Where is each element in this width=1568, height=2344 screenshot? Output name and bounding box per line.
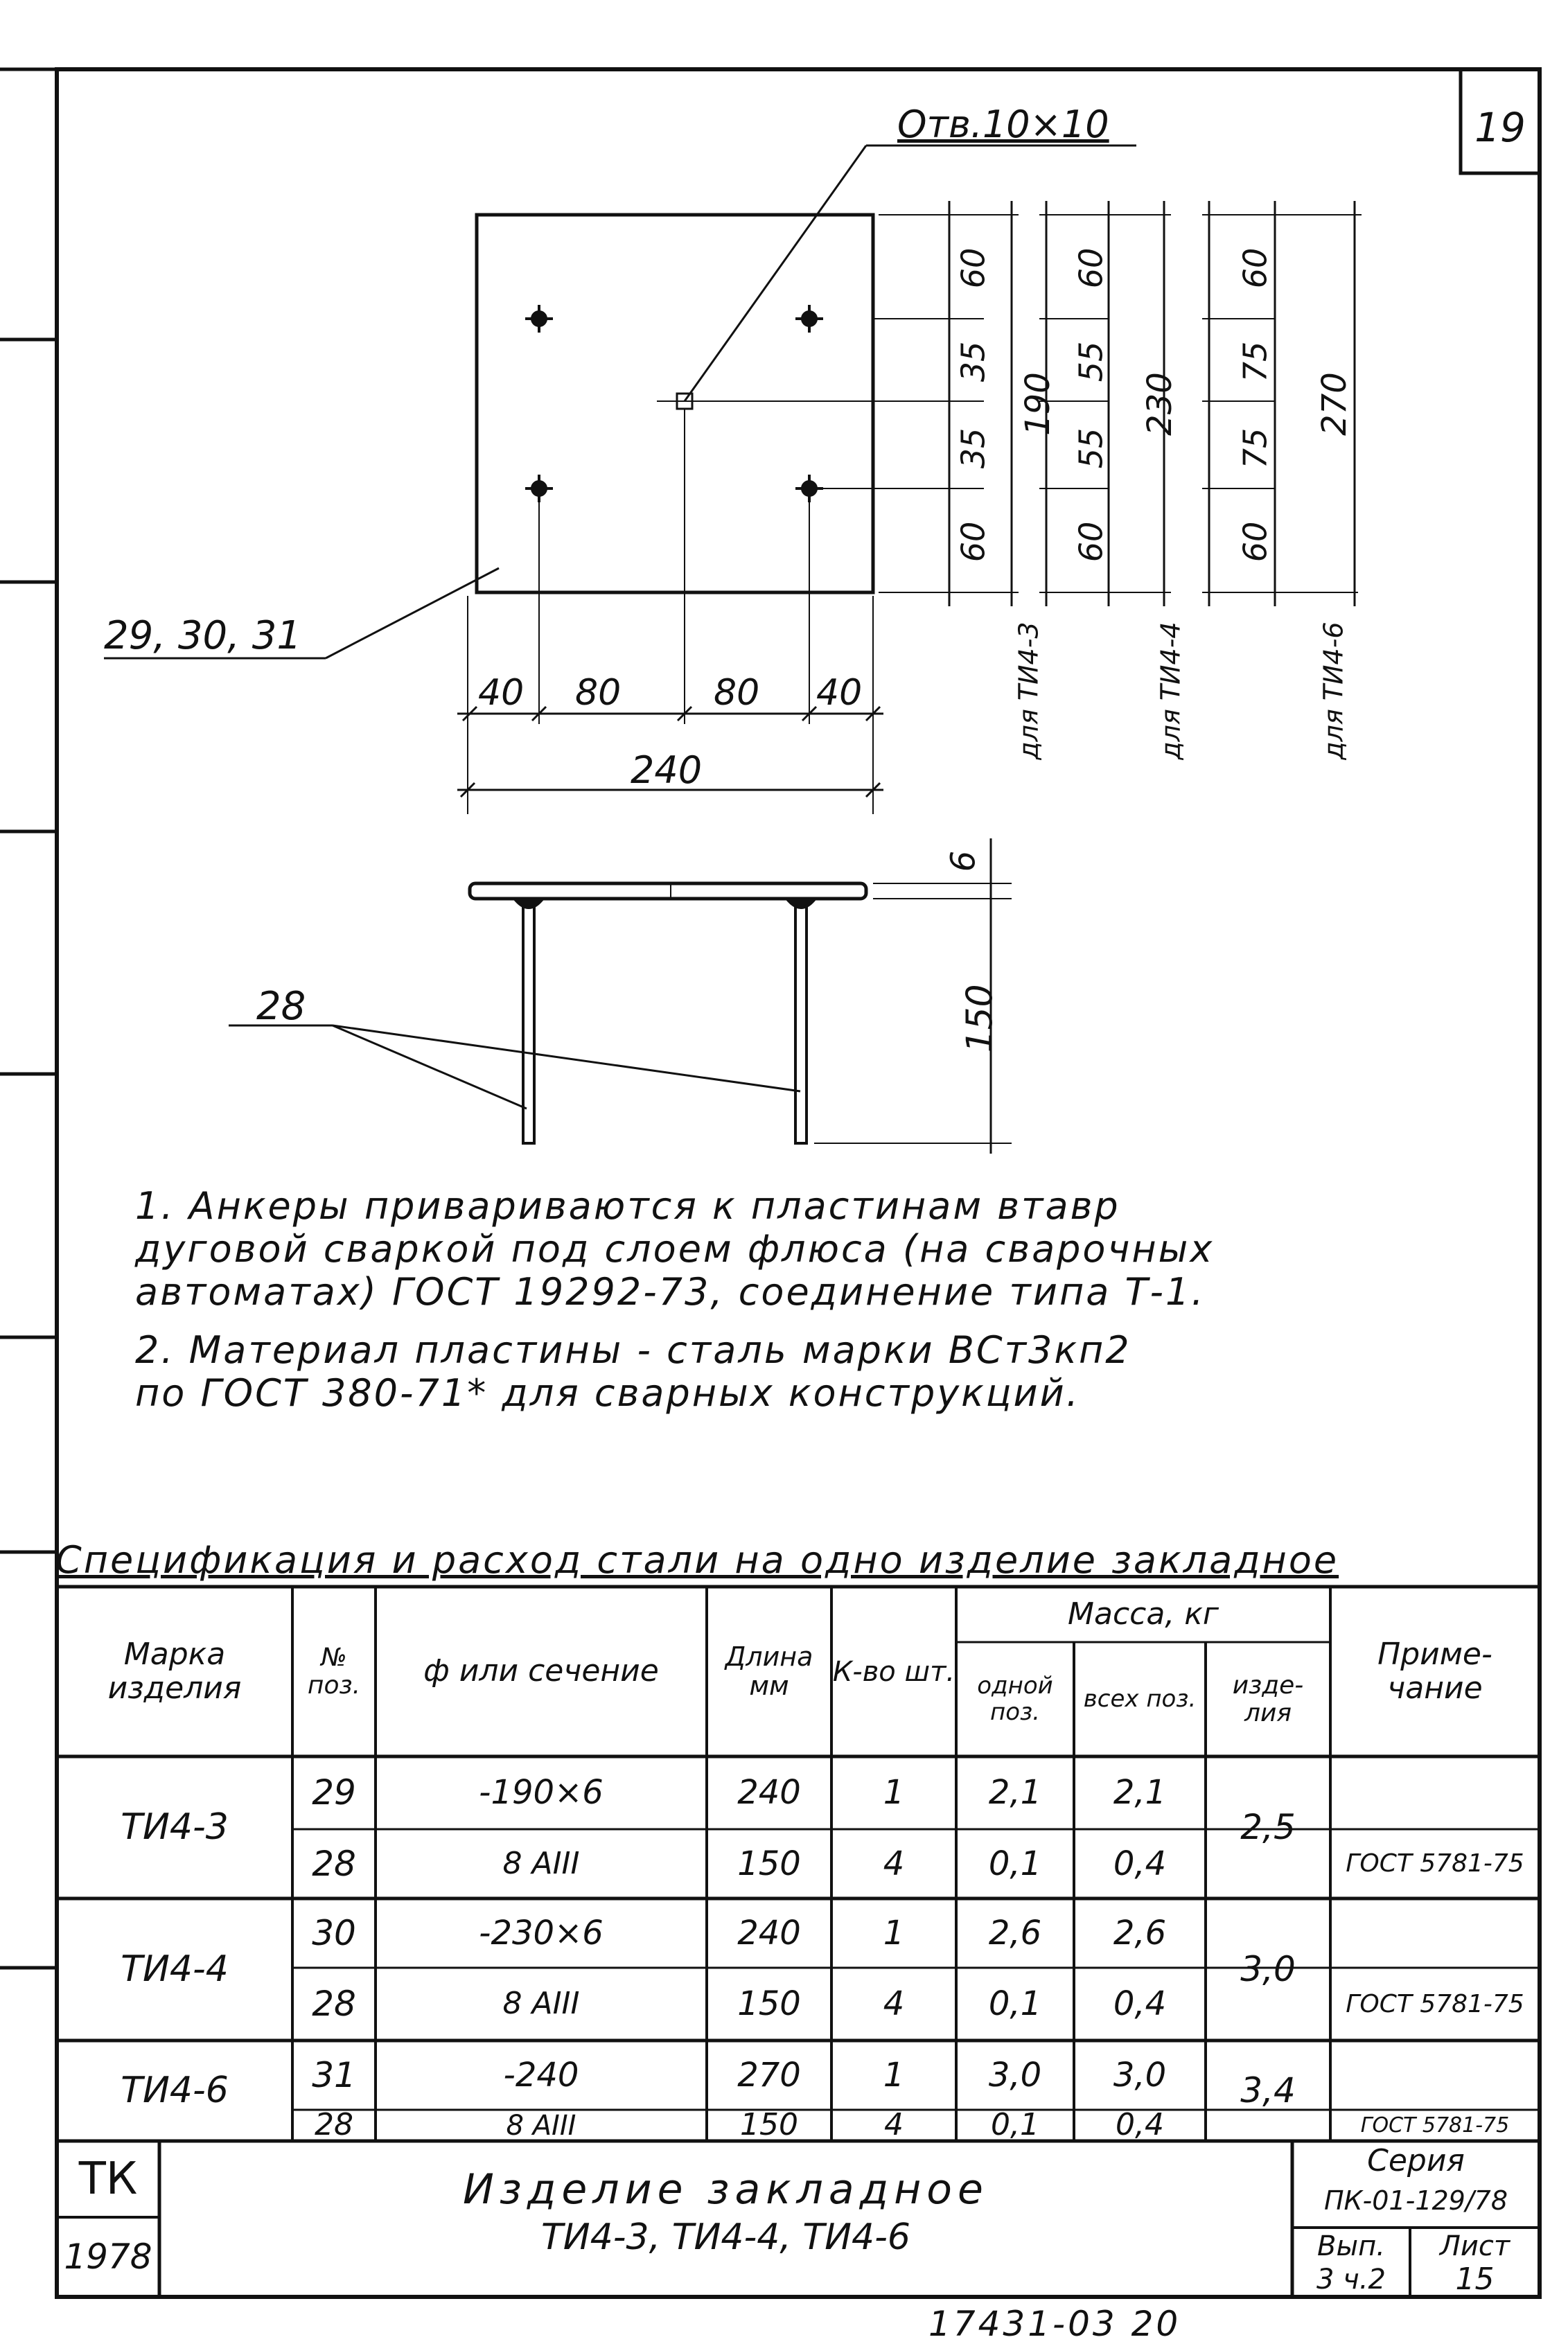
note-line: 2. Материал пластины - сталь марки ВСт3кп2 (135, 1328, 1131, 1372)
dim-v-ti44-3: 55 (1072, 428, 1110, 469)
dim-v-ti46-4: 60 (1236, 521, 1274, 563)
year: 1978 (64, 2237, 152, 2277)
row-mark: ТИ4-4 (121, 1948, 229, 1990)
dim-v-ti44-1: 60 (1072, 247, 1110, 289)
header-count: К-во шт. (832, 1655, 955, 1688)
dim-v-ti44-total: 230 (1140, 372, 1179, 436)
row-item-mass: 3,4 (1240, 2070, 1296, 2111)
variant-ti43-label: для ТИ4-3 (1013, 622, 1044, 760)
anchor-marker-icon (525, 305, 553, 333)
cell-note: ГОСТ 5781-75 (1346, 1989, 1524, 2018)
dim-v-ti46-2: 75 (1236, 341, 1274, 382)
cell-section: -190×6 (479, 1773, 604, 1813)
cell-length: 150 (740, 2107, 798, 2143)
cell-mass-one: 0,1 (991, 2107, 1039, 2143)
dim-anchor-length: 150 (959, 984, 1001, 1053)
dim-h-1: 40 (478, 672, 525, 714)
cell-note (1330, 1898, 1540, 1968)
cell-mass-one: 0,1 (988, 1984, 1042, 2024)
sheet-subtitle: ТИ4-3, ТИ4-4, ТИ4-6 (541, 2217, 910, 2259)
header-mass-all: всех поз. (1083, 1684, 1197, 1713)
cell-length: 150 (737, 1844, 801, 1883)
anchor-bar (795, 901, 807, 1143)
dim-v-ti46-1: 60 (1236, 247, 1274, 289)
cell-mass-one: 2,1 (988, 1773, 1042, 1813)
table-title: Спецификация и расход стали на одно изделие закладное (55, 1538, 1339, 1582)
plate-positions-callout: 29, 30, 31 (104, 613, 301, 658)
cell-section: 8 AIII (502, 1845, 580, 1881)
cell-mass-one: 3,0 (988, 2055, 1042, 2095)
cell-pos: 28 (315, 2107, 353, 2143)
dim-v-ti43-1: 60 (954, 247, 992, 289)
header-length: Длина мм (725, 1641, 813, 1701)
cell-count: 4 (883, 1984, 905, 2024)
cell-pos: 29 (312, 1772, 356, 1813)
cell-count: 4 (883, 1844, 905, 1883)
page-number: 19 (1474, 104, 1526, 151)
cell-count: 4 (884, 2107, 904, 2143)
row-item-mass: 2,5 (1240, 1807, 1296, 1847)
issue-label: Вып. (1317, 2230, 1385, 2262)
plate-side-view (470, 883, 866, 899)
cell-section: 8 AIII (506, 2109, 576, 2142)
variant-ti44-label: для ТИ4-4 (1155, 622, 1186, 760)
cell-length: 240 (737, 1913, 801, 1953)
note-line: по ГОСТ 380-71* для сварных конструкций. (135, 1371, 1080, 1415)
cell-section: -230×6 (479, 1913, 604, 1953)
anchor-position-callout: 28 (256, 984, 306, 1029)
cell-pos: 28 (312, 1843, 356, 1884)
cell-length: 150 (737, 1984, 801, 2024)
cell-pos: 31 (312, 2054, 356, 2095)
dim-v-ti44-4: 60 (1072, 521, 1110, 563)
header-note: Приме- чание (1377, 1637, 1492, 1706)
sheet-title: Изделие закладное (463, 2165, 989, 2214)
header-mass-one: одной поз. (977, 1672, 1053, 1726)
dim-h-2: 80 (575, 672, 622, 714)
header-mass-group: Масса, кг (1068, 1596, 1219, 1632)
variant-ti46-label: для ТИ4-6 (1318, 622, 1349, 760)
dim-v-ti43-3: 35 (954, 428, 992, 469)
header-section: ф или сечение (423, 1653, 659, 1689)
dim-h-3: 80 (714, 672, 760, 714)
dim-v-ti43-4: 60 (954, 521, 992, 563)
note-line: автоматах) ГОСТ 19292-73, соединение типа Т-1. (135, 1270, 1206, 1314)
cell-mass-one: 2,6 (988, 1913, 1042, 1953)
footer-code: 17431-03 20 (928, 2304, 1181, 2344)
cell-section: 8 AIII (502, 1986, 580, 2022)
cell-count: 1 (883, 2055, 905, 2095)
cell-mass-all: 0,4 (1113, 1844, 1167, 1883)
header-pos: № поз. (307, 1643, 361, 1700)
cell-mass-all: 2,6 (1113, 1913, 1167, 1953)
cell-mass-all: 0,4 (1113, 1984, 1167, 2024)
dim-v-ti43-total: 190 (1018, 372, 1057, 436)
header-mass-item: изде- лия (1232, 1671, 1304, 1727)
cell-pos: 28 (312, 1984, 356, 2024)
dim-overall-width: 240 (631, 748, 703, 792)
dim-v-ti44-2: 55 (1072, 341, 1110, 382)
cell-count: 1 (883, 1773, 905, 1813)
cell-mass-all: 3,0 (1113, 2055, 1167, 2095)
header-mark: Марка изделия (107, 1637, 242, 1706)
cell-note: ГОСТ 5781-75 (1360, 2113, 1510, 2138)
cell-length: 240 (737, 1773, 801, 1813)
cell-mass-one: 0,1 (988, 1844, 1042, 1883)
org-stamp: ТК (78, 2153, 138, 2205)
cell-count: 1 (883, 1913, 905, 1953)
cell-mass-all: 2,1 (1113, 1773, 1167, 1813)
issue-value: 3 ч.2 (1316, 2264, 1386, 2295)
cell-note (1330, 2041, 1540, 2110)
cell-mass-all: 0,4 (1116, 2107, 1164, 2143)
cell-length: 270 (737, 2055, 801, 2095)
series-label: Серия (1367, 2143, 1465, 2179)
anchor-marker-icon (525, 475, 553, 502)
dim-h-4: 40 (816, 672, 863, 714)
plate-top-view (477, 215, 873, 592)
note-line: 1. Анкеры привариваются к пластинам втавр (135, 1184, 1120, 1228)
row-item-mass: 3,0 (1240, 1949, 1296, 1989)
dim-v-ti43-2: 35 (954, 341, 992, 382)
cell-pos: 30 (312, 1912, 356, 1953)
anchor-marker-icon (795, 305, 823, 333)
hole-callout: Отв.10×10 (897, 103, 1109, 146)
note-line: дуговой сваркой под слоем флюса (на сварочных (135, 1227, 1215, 1271)
series-code: ПК-01-129/78 (1323, 2185, 1508, 2217)
sheet-value: 15 (1455, 2261, 1495, 2297)
cell-note (1330, 1756, 1540, 1829)
row-mark: ТИ4-6 (121, 2069, 229, 2111)
cell-note: ГОСТ 5781-75 (1346, 1849, 1524, 1878)
row-mark: ТИ4-3 (121, 1806, 229, 1848)
dim-v-ti46-total: 270 (1314, 372, 1354, 436)
dim-thickness: 6 (944, 850, 983, 872)
dim-v-ti46-3: 75 (1236, 428, 1274, 469)
cell-section: -240 (503, 2055, 579, 2095)
sheet-label: Лист (1439, 2230, 1510, 2262)
